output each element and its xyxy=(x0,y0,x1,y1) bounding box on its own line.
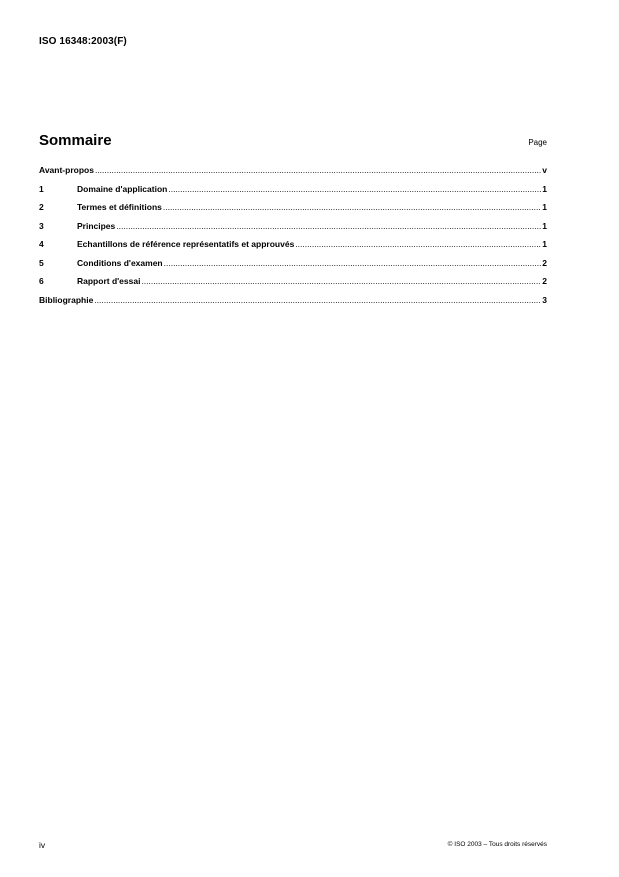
toc-dot-leader xyxy=(94,295,541,305)
document-code: ISO 16348:2003(F) xyxy=(39,36,127,47)
toc-entry-page: 1 xyxy=(542,239,547,249)
toc-entry-page: 2 xyxy=(542,257,547,268)
toc-entry-bibliographie[interactable] xyxy=(39,295,547,314)
toc-title: Sommaire xyxy=(39,132,112,149)
toc-dot-leader xyxy=(163,202,541,212)
toc-entry-termes[interactable] xyxy=(39,202,547,221)
toc-entry-label: Conditions d'examen xyxy=(77,257,163,268)
toc-entry-label: Rapport d'essai xyxy=(77,276,141,286)
toc-dot-leader xyxy=(164,258,542,268)
toc-entry-label: Avant-propos xyxy=(39,165,94,175)
toc-entry-label: Echantillons de référence représentatifs et approuvés xyxy=(77,239,295,249)
toc-entry-page: 1 xyxy=(542,202,547,212)
toc-heading xyxy=(39,132,547,152)
toc-entry-number: 5 xyxy=(39,257,44,268)
footer-copyright: © ISO 2003 – Tous droits réservés xyxy=(447,841,547,848)
toc-dot-leader xyxy=(295,239,541,249)
toc-dot-leader xyxy=(116,221,541,231)
toc-dot-leader xyxy=(168,184,541,194)
toc-entry-page: 1 xyxy=(542,220,547,231)
toc-entry-principes[interactable] xyxy=(39,221,547,240)
toc-entry-number: 2 xyxy=(39,202,44,212)
toc-dot-leader xyxy=(141,276,541,286)
toc-entry-page: v xyxy=(542,165,547,175)
footer-page-number: iv xyxy=(39,840,46,850)
toc-dot-leader xyxy=(95,165,541,175)
toc-entry-page: 3 xyxy=(542,294,547,305)
toc-page-column-label: Page xyxy=(528,138,547,147)
toc-entry-avant-propos[interactable] xyxy=(39,165,547,184)
toc-entry-number: 3 xyxy=(39,220,44,231)
toc-entry-rapport[interactable] xyxy=(39,276,547,295)
toc-entry-page: 2 xyxy=(542,276,547,286)
toc-entry-number: 4 xyxy=(39,239,44,249)
toc-entry-conditions[interactable] xyxy=(39,258,547,277)
toc-entry-label: Domaine d'application xyxy=(77,183,168,194)
toc-list xyxy=(39,165,547,313)
toc-entry-echantillons[interactable] xyxy=(39,239,547,258)
toc-entry-label: Principes xyxy=(77,220,116,231)
toc-entry-domaine[interactable] xyxy=(39,184,547,203)
toc-entry-page: 1 xyxy=(542,183,547,194)
toc-entry-number: 6 xyxy=(39,276,44,286)
toc-entry-label: Termes et définitions xyxy=(77,202,162,212)
toc-entry-number: 1 xyxy=(39,183,44,194)
toc-entry-label: Bibliographie xyxy=(39,294,94,305)
